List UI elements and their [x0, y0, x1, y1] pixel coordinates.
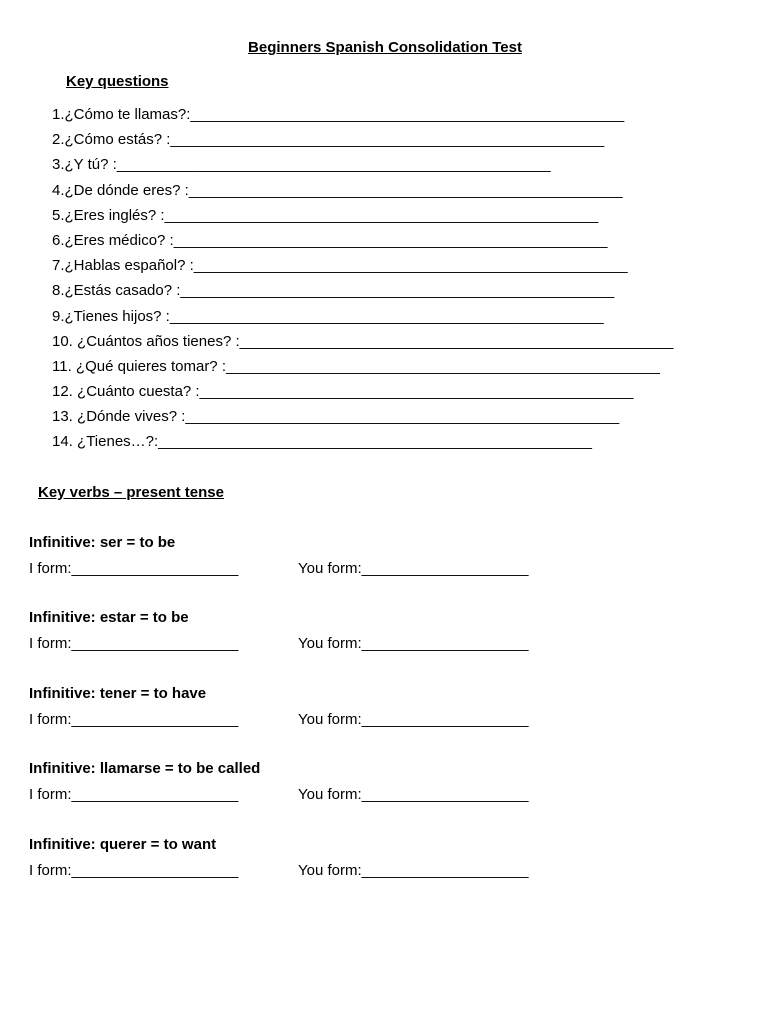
question-item — [52, 180, 673, 205]
key-questions-heading: Key questions — [66, 73, 169, 90]
verb-block-tener — [29, 685, 629, 729]
verb-infinitive: Infinitive: llamarse = to be called — [29, 760, 261, 777]
question-item — [52, 431, 673, 456]
question-text: ¿Eres médico? :____________________________________________________ — [64, 231, 608, 249]
question-text: ¿Y tú? :____________________________________________________ — [64, 156, 551, 174]
verb-infinitive: Infinitive: ser = to be — [29, 534, 176, 551]
question-item — [52, 280, 673, 305]
question-number: 9. — [52, 307, 65, 325]
verb-forms — [29, 635, 629, 653]
question-number: 3. — [52, 156, 65, 174]
question-item — [52, 381, 673, 406]
question-item — [52, 306, 673, 331]
question-text: ¿De dónde eres? :____________________________________________________ — [64, 181, 623, 199]
question-number: 11. — [52, 357, 72, 375]
question-number: 10. — [52, 332, 73, 350]
page-title: Beginners Spanish Consolidation Test — [248, 39, 522, 56]
question-number: 14. — [52, 433, 73, 451]
you-form-field: You form:____________________ — [298, 560, 529, 577]
question-text: ¿Estás casado? :____________________________________________________ — [64, 282, 615, 300]
question-item — [52, 230, 673, 255]
question-text: ¿Cuánto cuesta? :____________________________________________________ — [77, 383, 634, 401]
i-form-field: I form:____________________ — [29, 862, 239, 879]
question-text: ¿Tienes…?:____________________________________________________ — [77, 433, 592, 451]
i-form-field: I form:____________________ — [29, 711, 239, 728]
question-item — [52, 255, 673, 280]
verb-forms — [29, 560, 629, 578]
i-form-field: I form:____________________ — [29, 786, 239, 803]
verb-block-ser — [29, 534, 629, 578]
you-form-field: You form:____________________ — [298, 635, 529, 652]
question-item — [52, 104, 673, 129]
verb-infinitive: Infinitive: estar = to be — [29, 609, 189, 626]
i-form-field: I form:____________________ — [29, 635, 239, 652]
question-number: 12. — [52, 383, 73, 401]
question-number: 5. — [52, 206, 65, 224]
verb-block-querer — [29, 836, 629, 880]
verb-forms — [29, 786, 629, 804]
question-text: ¿Hablas español? :____________________________________________________ — [64, 257, 628, 275]
question-item — [52, 356, 673, 381]
question-text: ¿Dónde vives? :____________________________________________________ — [77, 408, 620, 426]
verb-infinitive: Infinitive: querer = to want — [29, 836, 217, 853]
question-number: 4. — [52, 181, 65, 199]
question-item — [52, 331, 673, 356]
question-item — [52, 205, 673, 230]
verb-forms — [29, 862, 629, 880]
key-verbs-heading: Key verbs – present tense — [38, 484, 224, 501]
question-number: 13. — [52, 408, 73, 426]
question-text: ¿Qué quieres tomar? :____________________________________________________ — [75, 357, 660, 375]
question-item — [52, 406, 673, 431]
question-text: ¿Cómo estás? :____________________________________________________ — [64, 131, 605, 149]
you-form-field: You form:____________________ — [298, 786, 529, 803]
question-number: 7. — [52, 257, 65, 275]
verb-block-llamarse — [29, 760, 629, 804]
question-text: ¿Eres inglés? :____________________________________________________ — [64, 206, 599, 224]
question-number: 8. — [52, 282, 65, 300]
question-number: 1. — [52, 106, 65, 123]
question-number: 6. — [52, 231, 65, 249]
question-item — [52, 154, 673, 179]
you-form-field: You form:____________________ — [298, 711, 529, 728]
question-item — [52, 129, 673, 154]
question-text: ¿Cómo te llamas?:____________________________________________________ — [64, 106, 625, 123]
question-text: ¿Tienes hijos? :____________________________________________________ — [64, 307, 604, 325]
question-list — [52, 104, 673, 457]
i-form-field: I form:____________________ — [29, 560, 239, 577]
verb-forms — [29, 711, 629, 729]
you-form-field: You form:____________________ — [298, 862, 529, 879]
question-number: 2. — [52, 131, 65, 149]
question-text: ¿Cuántos años tienes? :____________________________________________________ — [77, 332, 674, 350]
verb-block-estar — [29, 609, 629, 653]
verb-infinitive: Infinitive: tener = to have — [29, 685, 207, 702]
